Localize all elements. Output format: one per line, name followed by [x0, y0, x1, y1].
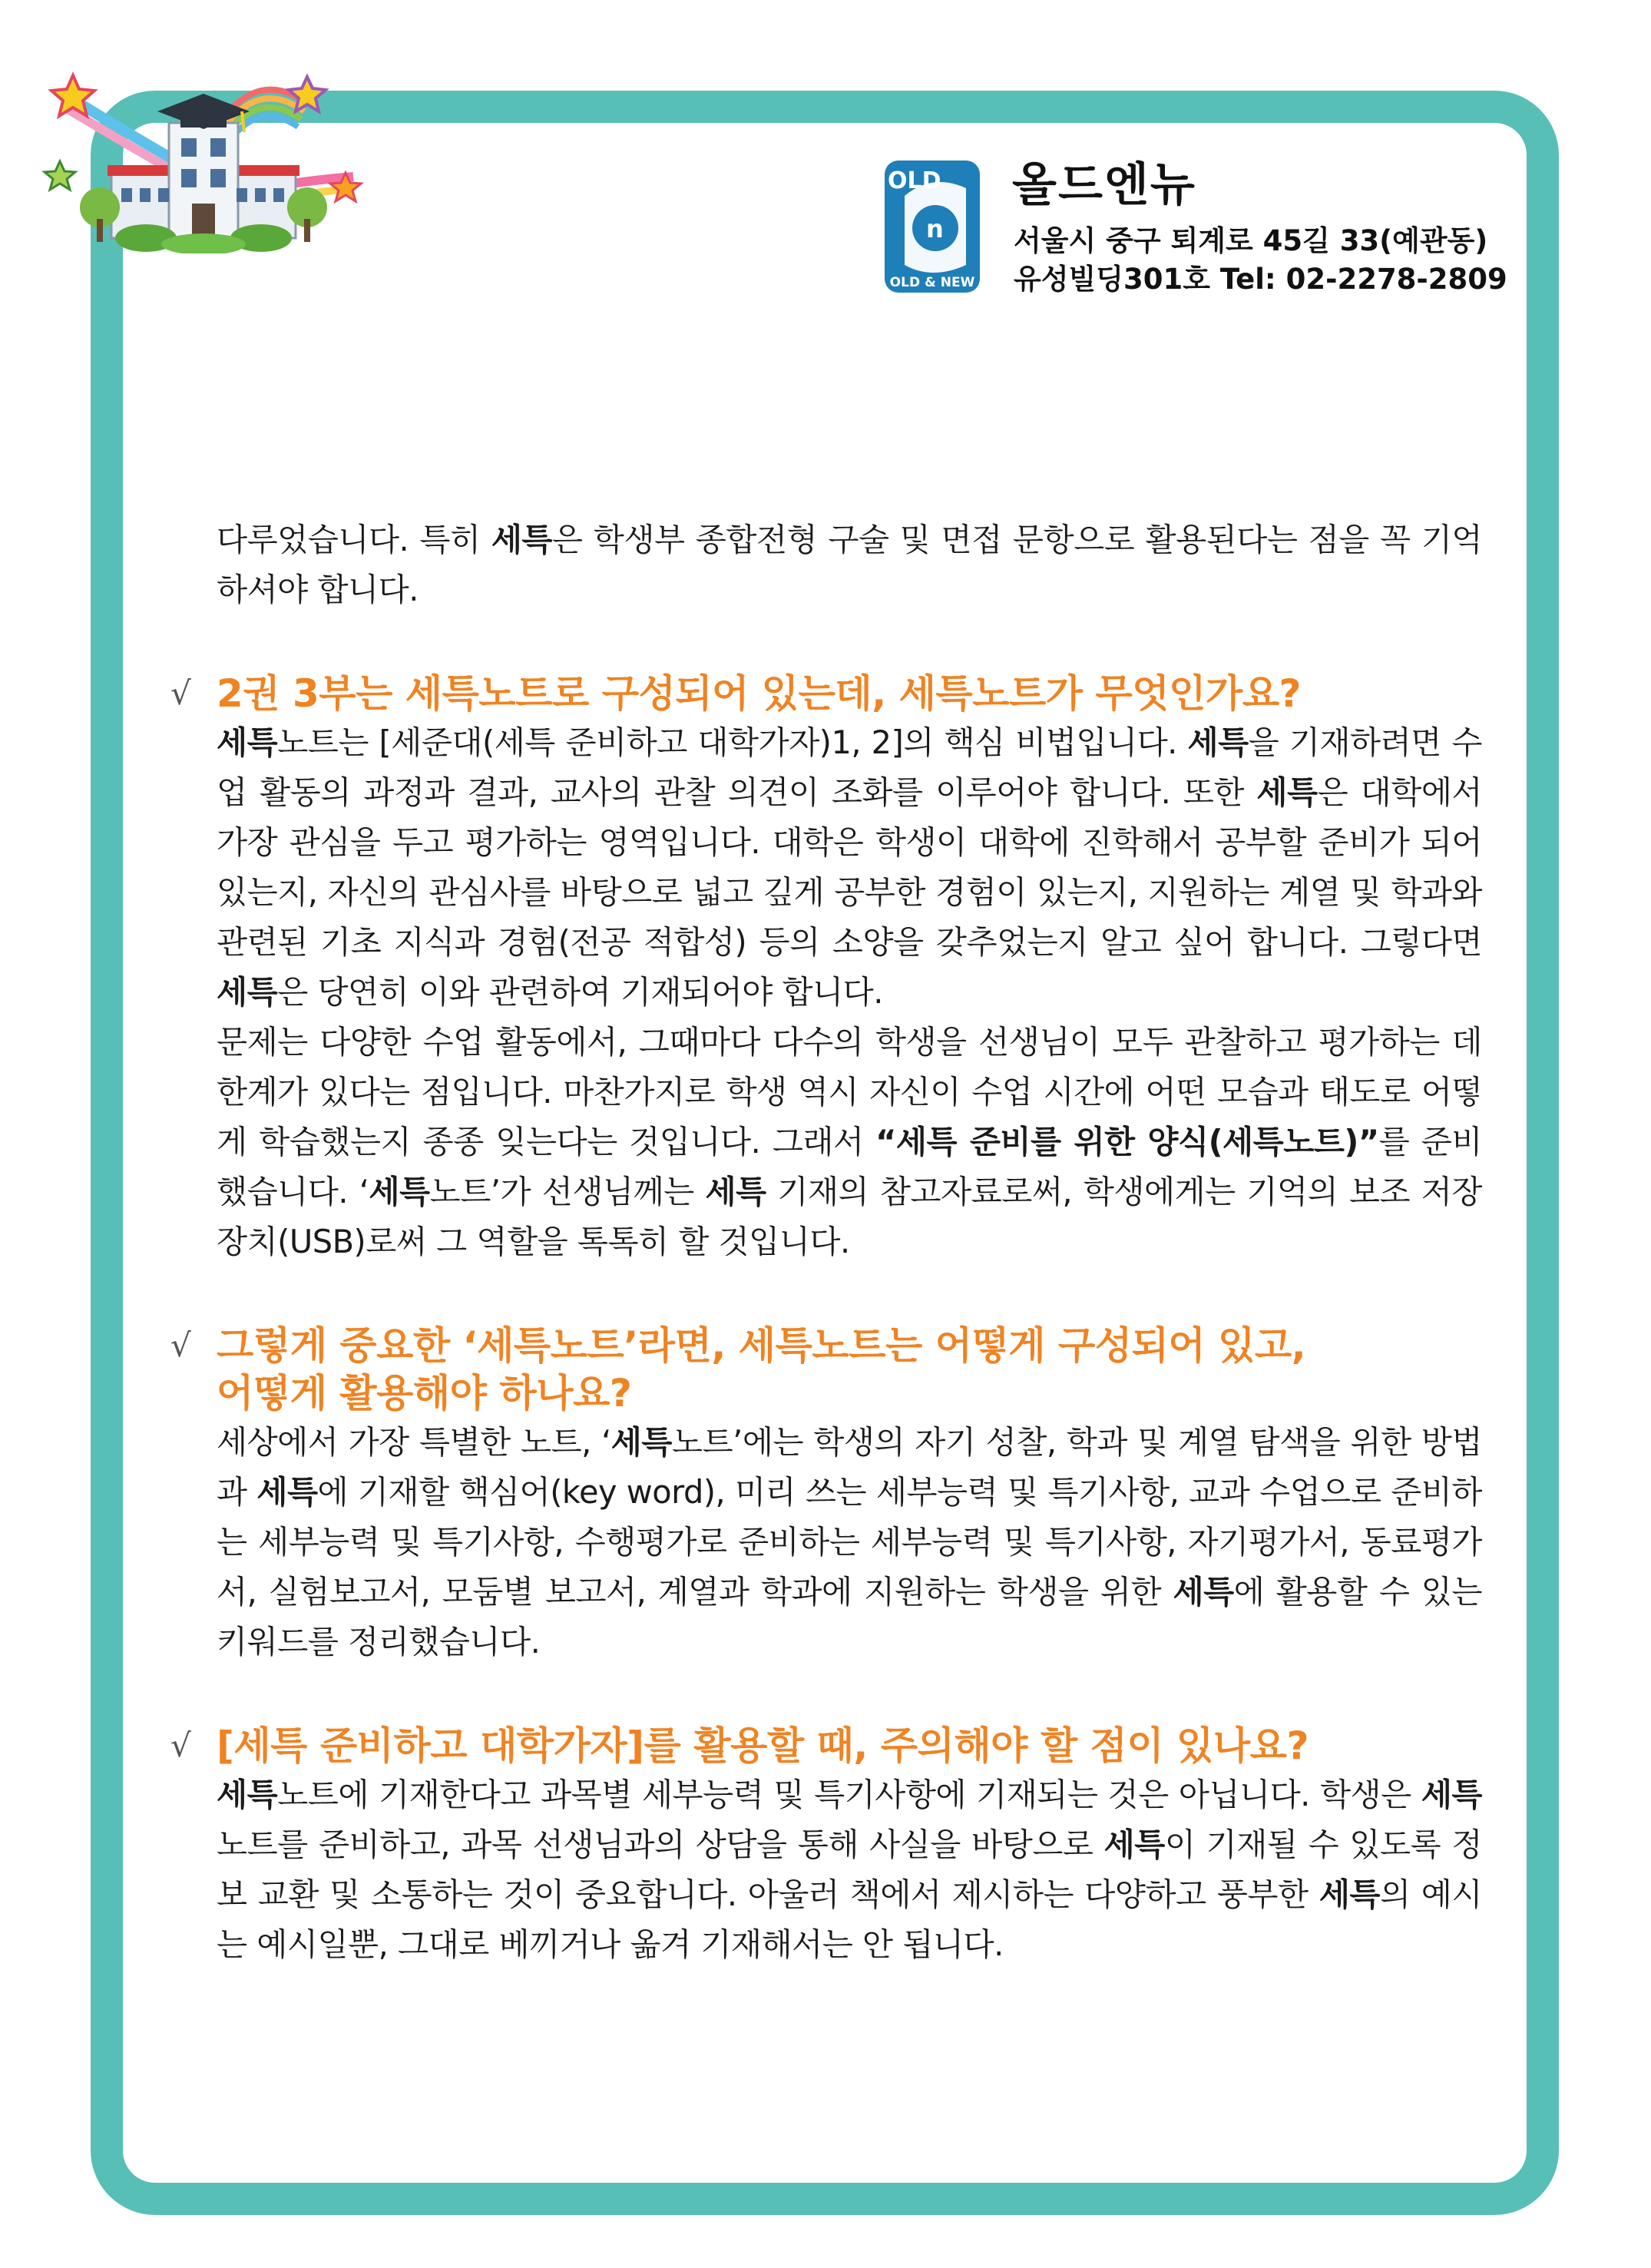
- svg-text:n: n: [926, 214, 944, 243]
- publisher-name: 올드엔뉴: [1012, 158, 1196, 212]
- question-2-heading: [170, 1322, 1482, 1417]
- star-icon: [45, 161, 75, 190]
- question-2-title-line-1: 그렇게 중요한 ‘세특노트’라면, 세특노트는 어떻게 구성되어 있고,: [217, 1323, 1306, 1368]
- question-1-heading: [170, 670, 1482, 717]
- school-illustration: [31, 46, 369, 253]
- question-1-title: 2권 3부는 세특노트로 구성되어 있는데, 세특노트가 무엇인가요?: [217, 671, 1302, 716]
- main-content: [170, 515, 1483, 1969]
- svg-text:OLD: OLD: [888, 167, 941, 194]
- address-line-1: 서울시 중구 퇴계로 45길 33(예관동): [1014, 224, 1488, 257]
- question-3-title: [세특 준비하고 대학가자]를 활용할 때, 주의해야 할 점이 있나요?: [217, 1723, 1309, 1768]
- intro-paragraph: 다루었습니다. 특히 세특은 학생부 종합전형 구술 및 면접 문항으로 활용된다는 점을 꼭 기억하셔야 합니다.: [217, 521, 1482, 608]
- question-1-paragraph-1: 세특노트는 [세준대(세특 준비하고 대학가자)1, 2]의 핵심 비법입니다. 세특을 기재하려면 수업 활동의 과정과 결과, 교사의 관찰 의견이 조화를 이루어야 합니다. 또한 세특은 대학에서 가장 관심을 두고 평가하는 영역입니다. 대학은 학생이 대학에 진학해서 공부할 준비가 되어 있는지, 자신의 관심사를 바탕으로 넓고 깊게 공부한 경험이 있는지, 지원하는 계열 및 학과와 관련된 기초 지식과 경험(전공 적합성) 등의 소양을 갖추었는지 알고 싶어 합니다. 그렇다면 세특은 당연히 이와 관련하여 기재되어야 합니다.: [217, 723, 1483, 1011]
- check-icon: √: [170, 674, 191, 712]
- question-3-heading: [170, 1722, 1482, 1770]
- publisher-logo: [882, 157, 983, 296]
- publisher-address: [1014, 222, 1507, 299]
- question-2-title-line-2: 어떻게 활용해야 하나요?: [217, 1371, 632, 1415]
- check-icon: √: [170, 1727, 191, 1764]
- check-icon: √: [170, 1326, 191, 1364]
- question-2-paragraph: 세상에서 가장 특별한 노트, ‘세특노트’에는 학생의 자기 성찰, 학과 및 계열 탐색을 위한 방법과 세특에 기재할 핵심어(key word), 미리 쓰는 세부능력 및 특기사항, 교과 수업으로 준비하는 세부능력 및 특기사항, 수행평가로 준비하는 세부능력 및 특기사항, 자기평가서, 동료평가서, 실험보고서, 모둠별 보고서, 계열과 학과에 지원하는 학생을 위한 세특에 활용할 수 있는 키워드를 정리했습니다.: [217, 1423, 1483, 1660]
- question-3-paragraph: 세특노트에 기재한다고 과목별 세부능력 및 특기사항에 기재되는 것은 아닙니다. 학생은 세특노트를 준비하고, 과목 선생님과의 상담을 통해 사실을 바탕으로 세특이 기재될 수 있도록 정보 교환 및 소통하는 것이 중요합니다. 아울러 책에서 제시하는 다양하고 풍부한 세특의 예시는 예시일뿐, 그대로 베끼거나 옮겨 기재해서는 안 됩니다.: [217, 1776, 1482, 1963]
- question-1-paragraph-2: 문제는 다양한 수업 활동에서, 그때마다 다수의 학생을 선생님이 모두 관찰하고 평가하는 데 한계가 있다는 점입니다. 마찬가지로 학생 역시 자신이 수업 시간에 어떤 모습과 태도로 어떻게 학습했는지 종종 잊는다는 것입니다. 그래서 “세특 준비를 위한 양식(세특노트)”를 준비했습니다. ‘세특노트’가 선생님께는 세특 기재의 참고자료로써, 학생에게는 기억의 보조 저장장치(USB)로써 그 역할을 톡톡히 할 것입니다.: [217, 1023, 1482, 1260]
- svg-text:OLD & NEW: OLD & NEW: [889, 275, 975, 290]
- address-line-2: 유성빌딩301호 Tel: 02-2278-2809: [1014, 263, 1507, 296]
- publisher-block: [882, 157, 1557, 311]
